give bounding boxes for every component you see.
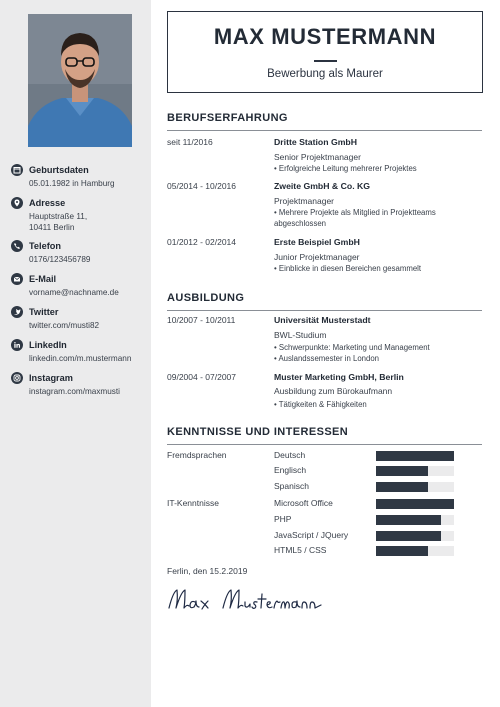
section-title-education: AUSBILDUNG	[167, 292, 245, 304]
entry-bullet: • Schwerpunkte: Marketing und Management	[274, 343, 430, 352]
entry-bullet: • Mehrere Projekte als Mitglied in Projektteams	[274, 208, 436, 217]
skill-level-bar	[376, 466, 454, 476]
skill-level-fill	[376, 451, 454, 461]
skill-name: JavaScript / JQuery	[274, 530, 349, 540]
skill-name: PHP	[274, 514, 292, 524]
entry-bullet: • Einblicke in diesen Bereichen gesammelt	[274, 264, 422, 273]
entry-bullet: • Tätigkeiten & Fähigkeiten	[274, 400, 367, 409]
section-divider	[167, 310, 482, 311]
section-divider	[167, 444, 482, 445]
skill-level-bar	[376, 531, 454, 541]
entry-date: seit 11/2016	[167, 137, 213, 147]
entry-date: 09/2004 - 07/2007	[167, 372, 237, 382]
entry-role: Senior Projektmanager	[274, 152, 361, 162]
entry-subject: Ausbildung zum Bürokaufmann	[274, 386, 393, 396]
place-and-date: Ferlin, den 15.2.2019	[167, 566, 248, 576]
entry-bullet: • Auslandssemester in London	[274, 354, 380, 363]
skill-name: Spanisch	[274, 481, 309, 491]
skill-level-bar	[376, 482, 454, 492]
section-divider	[167, 130, 482, 131]
entry-subject: BWL-Studium	[274, 330, 327, 340]
entry-bullet: abgeschlossen	[274, 219, 327, 228]
entry-company: Dritte Station GmbH	[274, 137, 358, 147]
linkedin-icon	[11, 339, 23, 351]
skill-level-bar	[376, 499, 454, 509]
skill-level-fill	[376, 466, 428, 476]
entry-school: Universität Musterstadt	[274, 315, 371, 325]
skill-category: IT-Kenntnisse	[167, 498, 219, 508]
twitter-icon	[11, 306, 23, 318]
skill-name: Englisch	[274, 465, 307, 475]
instagram-icon	[11, 372, 23, 384]
name-divider	[314, 60, 337, 62]
skill-level-bar	[376, 546, 454, 556]
entry-role: Junior Projektmanager	[274, 252, 360, 262]
skill-level-fill	[376, 499, 454, 509]
skill-level-bar	[376, 451, 454, 461]
entry-bullet: • Erfolgreiche Leitung mehrerer Projektes	[274, 164, 417, 173]
skill-name: Microsoft Office	[274, 498, 333, 508]
entry-school: Muster Marketing GmbH, Berlin	[274, 372, 404, 382]
skill-level-fill	[376, 482, 428, 492]
calendar-icon	[11, 164, 23, 176]
skill-name: HTML5 / CSS	[274, 545, 327, 555]
applicant-name: MAX MUSTERMANN	[213, 24, 437, 49]
entry-date: 05/2014 - 10/2016	[167, 181, 237, 191]
entry-date: 01/2012 - 02/2014	[167, 237, 237, 247]
entry-role: Projektmanager	[274, 196, 335, 206]
name-header-box	[167, 11, 483, 93]
entry-date: 10/2007 - 10/2011	[167, 315, 236, 325]
envelope-icon	[11, 273, 23, 285]
skill-level-fill	[376, 531, 441, 541]
sidebar: Geburtsdaten 05.01.1982 in Hamburg Adresse Hauptstraße 11, 10411 Berlin Telefon 0176/123456789 E-Mail vorname@nachname.de Twitter twitter.com/musti82 LinkedIn linkedin.com/m.mustermann Instagram instagram.com/maxmusti	[0, 0, 151, 707]
skill-level-fill	[376, 546, 428, 556]
section-title-skills: KENNTNISSE UND INTERESSEN	[167, 426, 349, 438]
location-pin-icon	[11, 197, 23, 209]
application-subtitle: Bewerbung als Maurer	[267, 68, 383, 80]
skill-name: Deutsch	[274, 450, 306, 460]
profile-photo	[28, 14, 132, 147]
skill-category: Fremdsprachen	[167, 450, 227, 460]
entry-company: Erste Beispiel GmbH	[274, 237, 360, 247]
phone-icon	[11, 240, 23, 252]
skill-level-fill	[376, 515, 441, 525]
entry-company: Zweite GmbH & Co. KG	[274, 181, 371, 191]
skill-level-bar	[376, 515, 454, 525]
section-title-experience: BERUFSERFAHRUNG	[167, 112, 288, 124]
handwritten-signature	[165, 580, 345, 620]
